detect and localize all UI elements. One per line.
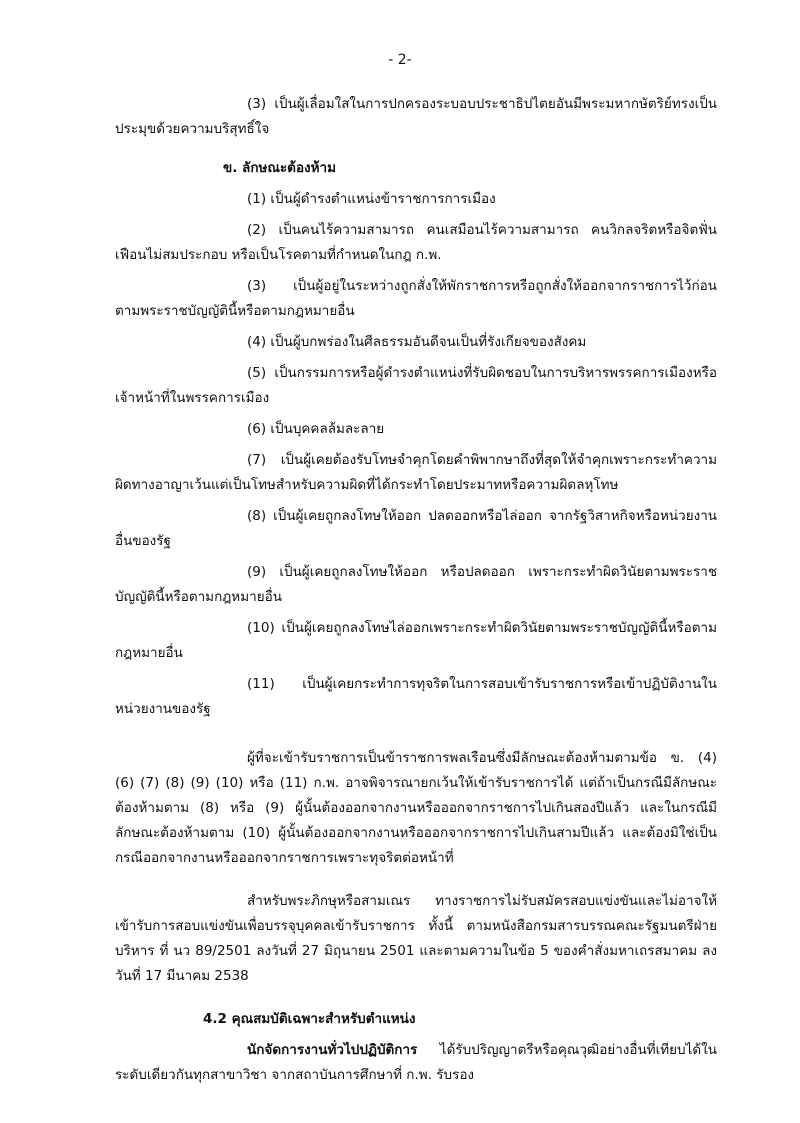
prohibition-item-9: (9) เป็นผู้เคยถูกลงโทษให้ออก หรือปลดออก เพราะกระทำผิดวินัยตามพระราชบัญญัตินี้หรือตามกฎหมายอื่น bbox=[115, 564, 717, 605]
section-4-2-heading: 4.2 คุณสมบัติเฉพาะสำหรับตำแหน่ง bbox=[203, 1011, 416, 1027]
monks-paragraph: สำหรับพระภิกษุหรือสามเณร ทางราชการไม่รับสมัครสอบแข่งขันและไม่อาจให้เข้ารับการสอบแข่งขันเพื่อบรรจุบุคคลเข้ารับราชการ ทั้งนี้ ตามหนังสือกรมสารบรรณคณะรัฐมนตรีฝ่ายบริหาร ที่ นว 89/2501 ลงวันที่ 27 มิถุนายน 2501 และตามความในข้อ 5 ของคำสั่งมหาเถรสมาคม ลงวันที่ 17 มีนาคม 2538 bbox=[115, 893, 717, 984]
prohibition-item-5: (5) เป็นกรรมการหรือผู้ดำรงตำแหน่งที่รับผิดชอบในการบริหารพรรคการเมืองหรือเจ้าหน้าที่ในพรรคการเมือง bbox=[115, 365, 717, 406]
position-qualification-text: ได้รับปริญญาตรีหรือคุณวุฒิอย่างอื่นที่เทียบได้ในระดับเดียวกันทุกสาขาวิชา จากสถาบันการศึกษาที่ ก.พ. รับรอง bbox=[115, 1042, 717, 1083]
prohibition-item-7: (7) เป็นผู้เคยต้องรับโทษจำคุกโดยคำพิพากษาถึงที่สุดให้จำคุกเพราะกระทำความผิดทางอาญาเว้นแต่เป็นโทษสำหรับความผิดที่ได้กระทำโดยประมาทหรือความผิดลหุโทษ bbox=[115, 452, 717, 493]
section-b-heading: ข. ลักษณะต้องห้าม bbox=[223, 160, 337, 176]
prohibition-item-8: (8) เป็นผู้เคยถูกลงโทษให้ออก ปลดออกหรือไล่ออก จากรัฐวิสาหกิจหรือหน่วยงานอื่นของรัฐ bbox=[115, 508, 717, 549]
spacer bbox=[115, 989, 717, 1007]
prohibition-item-11: (11) เป็นผู้เคยกระทำการทุจริตในการสอบเข้ารับราชการหรือเข้าปฏิบัติงานในหน่วยงานของรัฐ bbox=[115, 676, 717, 717]
prohibition-item-3: (3) เป็นผู้อยู่ในระหว่างถูกสั่งให้พักราชการหรือถูกสั่งให้ออกจากราชการไว้ก่อนตามพระราชบัญญัตินี้หรือตามกฎหมายอื่น bbox=[115, 278, 717, 319]
prohibition-item-1: (1) เป็นผู้ดำรงตำแหน่งข้าราชการการเมือง bbox=[247, 191, 496, 207]
prohibition-item-6: (6) เป็นบุคคลล้มละลาย bbox=[247, 421, 385, 437]
page-number: - 2- bbox=[388, 52, 412, 68]
position-title: นักจัดการงานทั่วไปปฏิบัติการ bbox=[247, 1042, 418, 1058]
spacer bbox=[115, 728, 717, 746]
exemption-paragraph: ผู้ที่จะเข้ารับราชการเป็นข้าราชการพลเรือนซึ่งมีลักษณะต้องห้ามตามข้อ ข. (4) (6) (7) (8) (9) (10) หรือ (11) ก.พ. อาจพิจารณายกเว้นให้เข้ารับราชการได้ แต่ถ้าเป็นกรณีมีลักษณะต้องห้ามตาม (8) หรือ (9) ผู้นั้นต้องออกจากงานหรือออกจากราชการไปเกินสองปีแล้ว และในกรณีมีลักษณะต้องห้ามตาม (10) ผู้นั้นต้องออกจากงานหรือออกจากราชการไปเกินสามปีแล้ว และต้องมิใช่เป็นกรณีออกจากงานหรือออกจากราชการเพราะทุจริตต่อหน้าที่ bbox=[115, 750, 717, 866]
prohibition-item-4: (4) เป็นผู้บกพร่องในศีลธรรมอันดีจนเป็นที่รังเกียจของสังคม bbox=[247, 334, 587, 350]
prohibition-item-10: (10) เป็นผู้เคยถูกลงโทษไล่ออกเพราะกระทำผิดวินัยตามพระราชบัญญัตินี้หรือตามกฎหมายอื่น bbox=[115, 620, 717, 661]
position-qualification-paragraph bbox=[115, 1038, 717, 1088]
prohibition-item-2: (2) เป็นคนไร้ความสามารถ คนเสมือนไร้ความสามารถ คนวิกลจริตหรือจิตฟั่นเฟือนไม่สมประกอบ หรือเป็นโรคตามที่กำหนดในกฎ ก.พ. bbox=[115, 222, 717, 263]
spacer bbox=[115, 871, 717, 889]
document-body bbox=[115, 92, 717, 1088]
qualification-item-3: (3) เป็นผู้เลื่อมใสในการปกครองระบอบประชาธิปไตยอันมีพระมหากษัตริย์ทรงเป็นประมุขด้วยความบริสุทธิ์ใจ bbox=[115, 96, 717, 137]
